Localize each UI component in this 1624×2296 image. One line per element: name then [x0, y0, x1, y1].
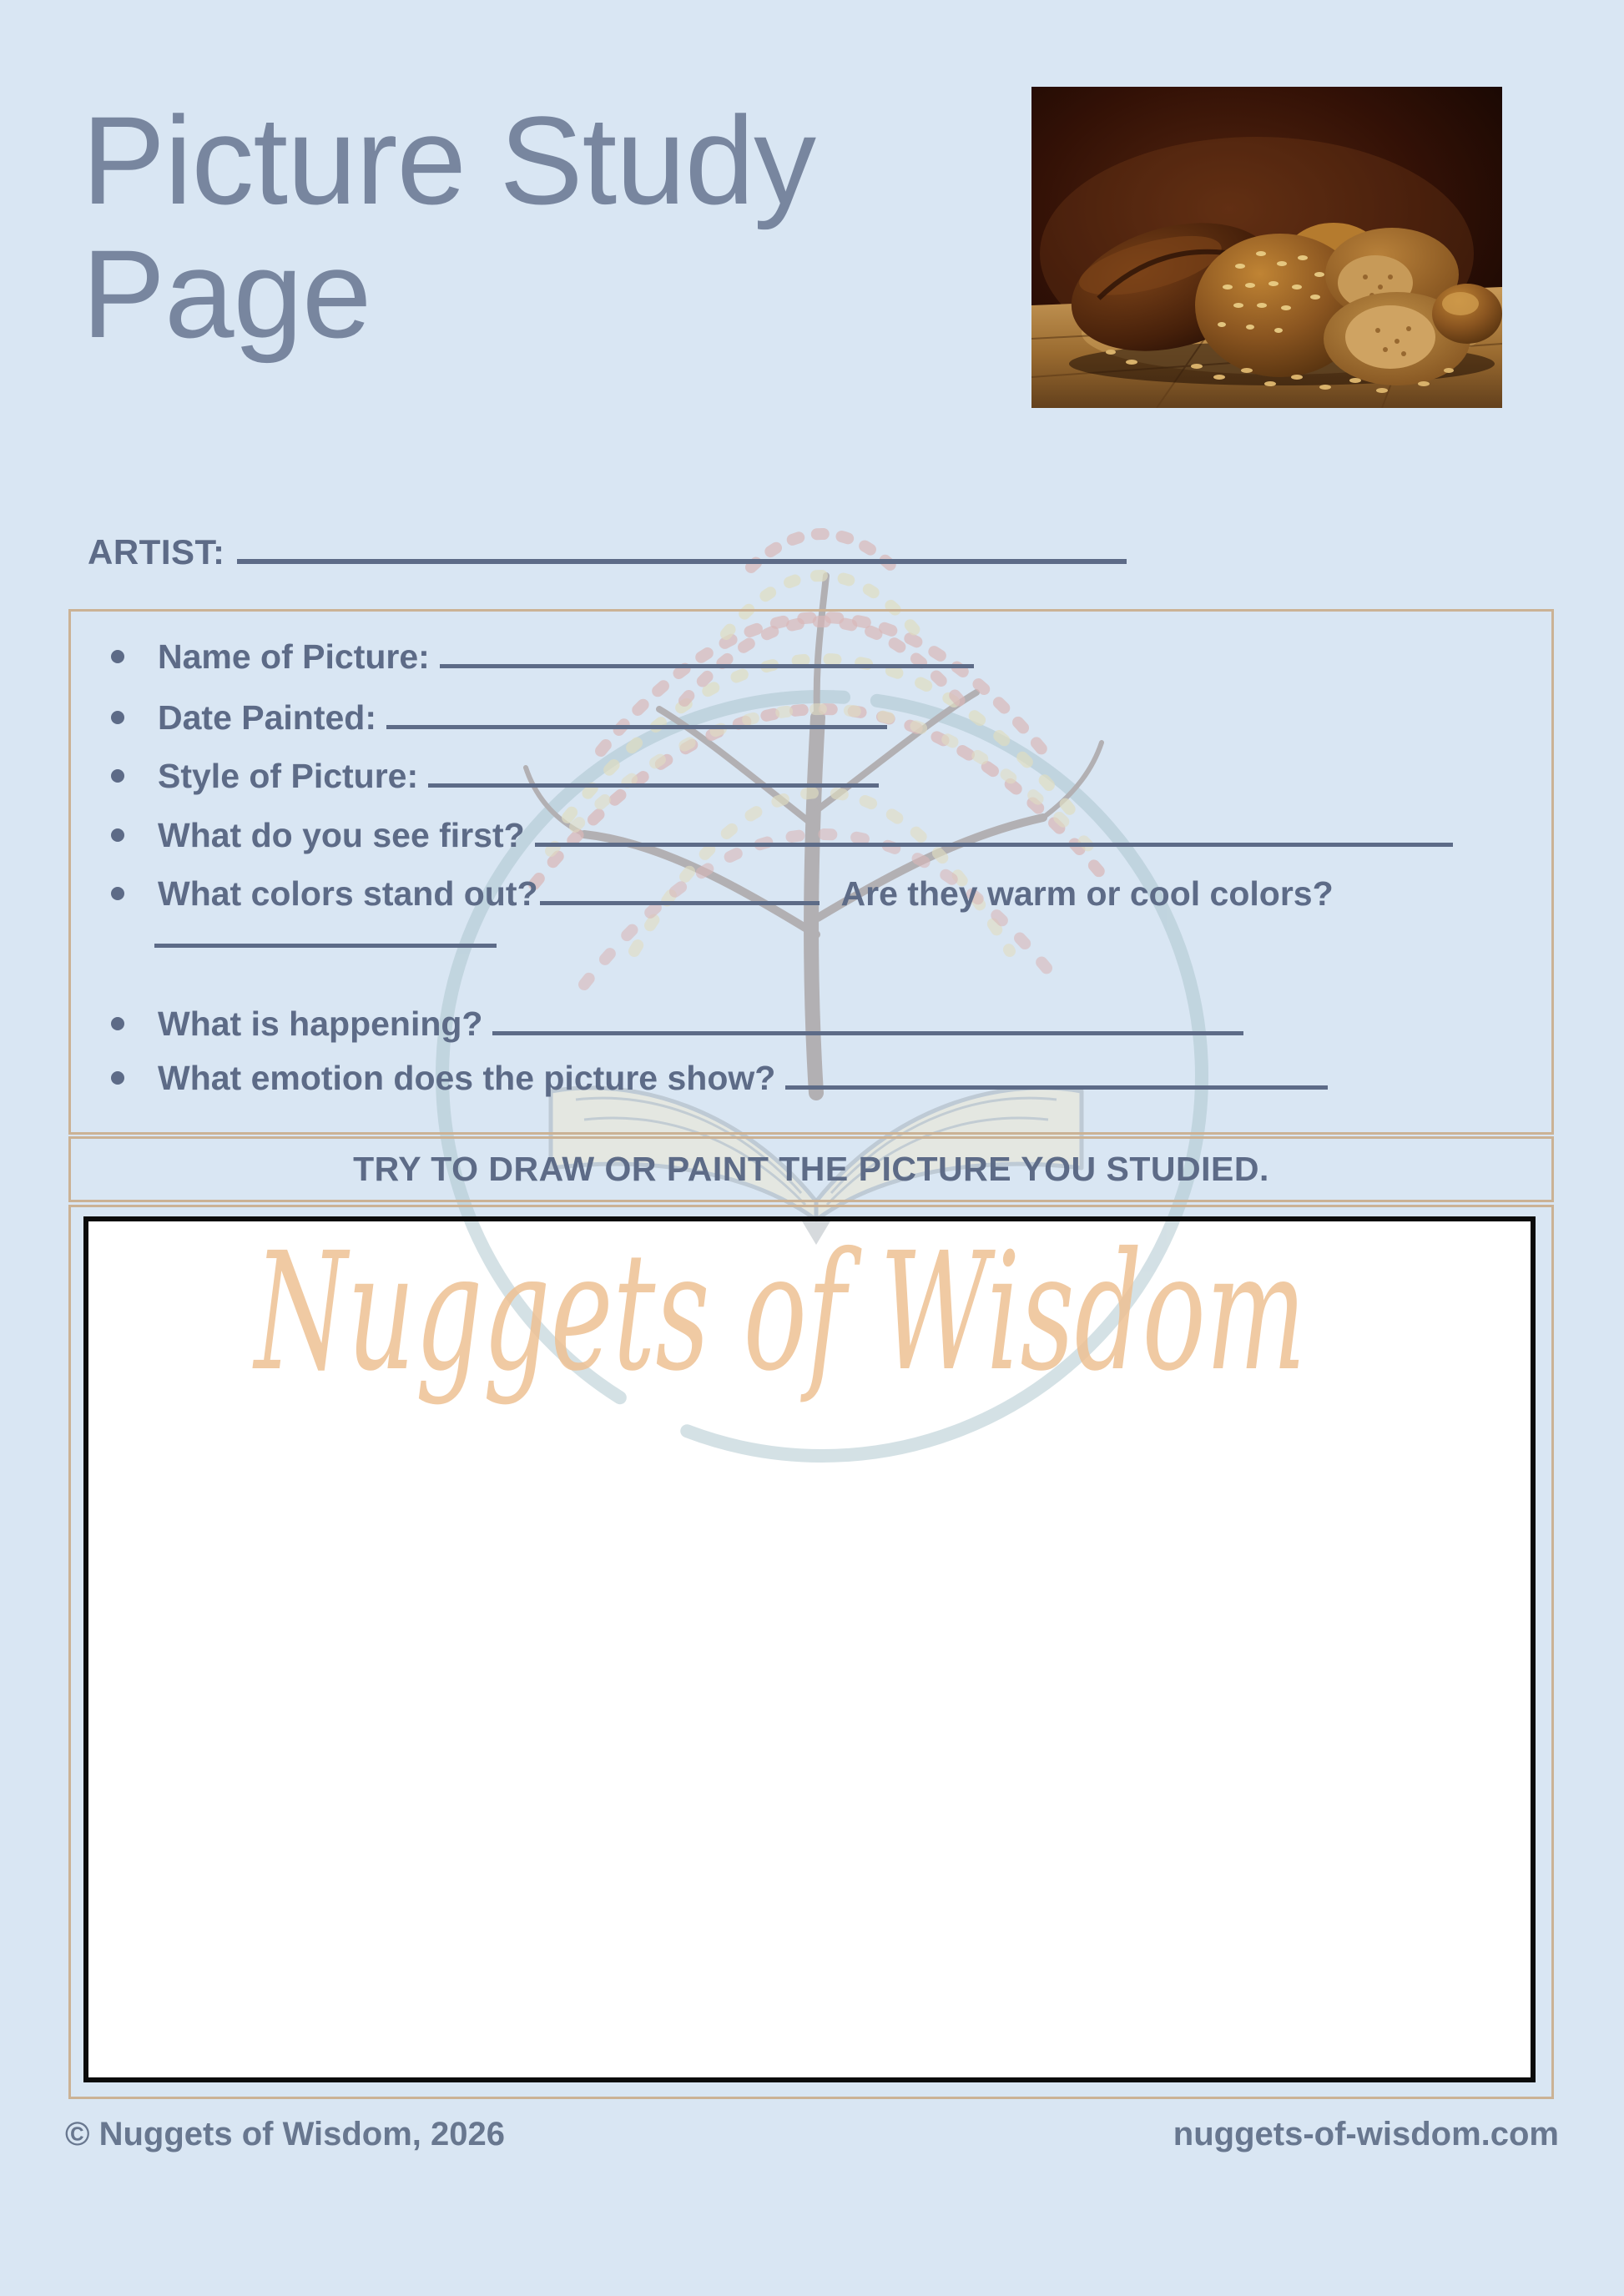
draw-prompt-strip: [68, 1136, 1554, 1202]
artist-label: ARTIST:: [88, 532, 225, 571]
page-title-line1: Picture Study: [82, 90, 816, 230]
question-label: What colors stand out?: [158, 874, 538, 913]
bullet-icon: [111, 1017, 124, 1030]
draw-prompt-text: TRY TO DRAW OR PAINT THE PICTURE YOU STUDIED.: [353, 1150, 1269, 1188]
bread-still-life-image: [1031, 87, 1502, 408]
artist-answer-line: [237, 559, 1127, 564]
footer-website: nuggets-of-wisdom.com: [1173, 2116, 1559, 2152]
answer-line: [785, 1085, 1328, 1090]
question-label: What emotion does the picture show?: [158, 1059, 776, 1097]
page-title-line2: Page: [82, 224, 371, 364]
answer-line: [535, 843, 1453, 847]
question-row-style-of-picture: [71, 747, 1523, 805]
bullet-icon: [111, 1071, 124, 1085]
question-label: What is happening?: [158, 1004, 483, 1043]
bullet-icon: [111, 828, 124, 842]
answer-line: [428, 783, 879, 788]
question-label: Style of Picture:: [158, 757, 419, 795]
bullet-icon: [111, 769, 124, 783]
bullet-icon: [111, 711, 124, 724]
question-suffix: Are they warm or cool colors?: [840, 874, 1334, 913]
footer-copyright: © Nuggets of Wisdom, 2026: [65, 2116, 505, 2152]
answer-line: [540, 901, 820, 905]
question-row-colors-continuation: [71, 944, 1523, 1002]
question-label: What do you see first?: [158, 816, 525, 854]
question-label: Name of Picture:: [158, 637, 430, 676]
answer-line: [386, 725, 887, 729]
page-footer: [65, 2116, 1559, 2153]
bullet-icon: [111, 887, 124, 900]
question-label: Date Painted:: [158, 698, 376, 737]
study-image: [1031, 87, 1502, 408]
question-row-name-of-picture: [71, 627, 1523, 686]
artist-row: [88, 532, 1127, 579]
answer-line: [492, 1031, 1243, 1035]
page-title: [82, 90, 816, 364]
question-row-emotion: [71, 1049, 1523, 1107]
question-row-see-first: [71, 806, 1523, 864]
question-row-colors-stand-out: [71, 864, 1523, 923]
answer-line: [440, 664, 974, 668]
question-row-what-is-happening: [71, 994, 1523, 1053]
watermark-script-text: Nuggets of Wisdom: [252, 1217, 1306, 1407]
questions-box: [68, 609, 1554, 1135]
drawing-box: [83, 1216, 1536, 2082]
answer-line: [154, 944, 497, 948]
bullet-icon: [111, 650, 124, 663]
question-row-date-painted: [71, 688, 1523, 747]
